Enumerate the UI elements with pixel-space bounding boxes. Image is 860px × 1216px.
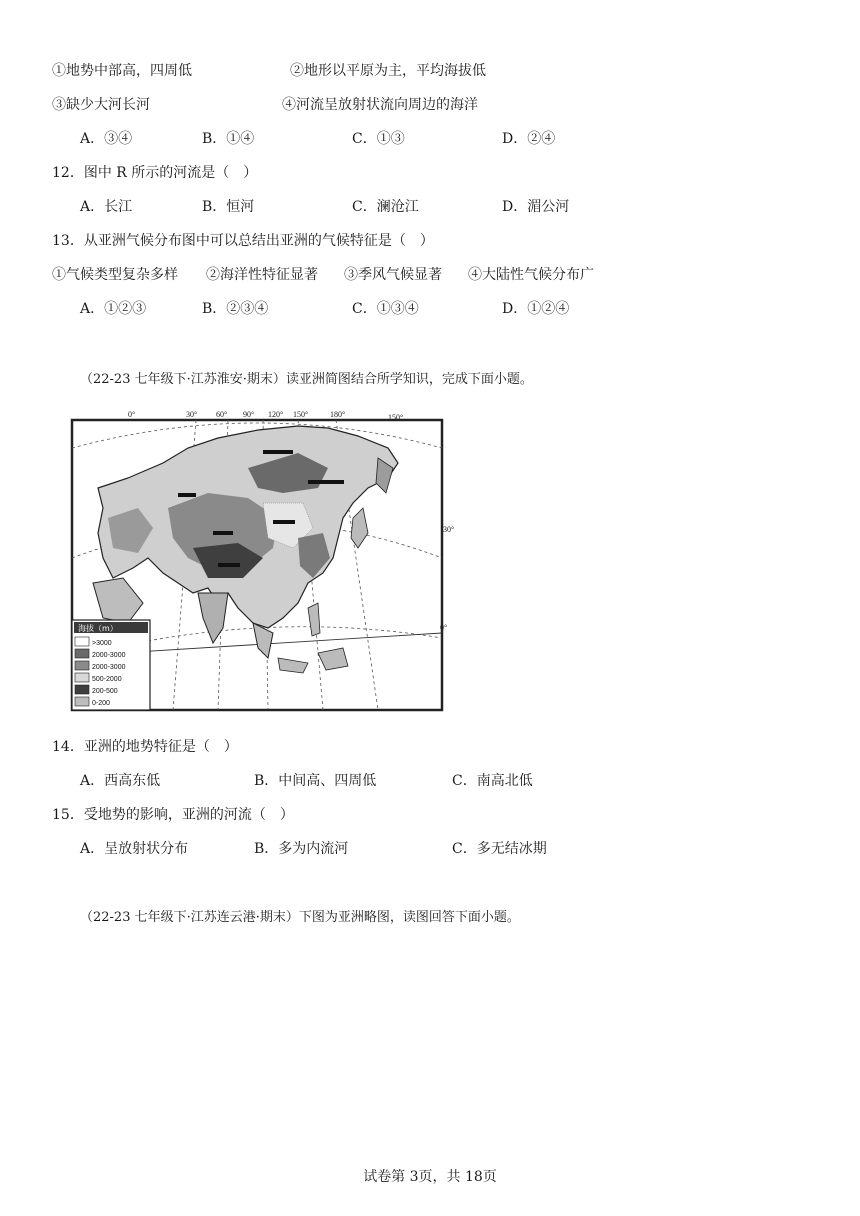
map-lon-label: 60° [216,410,228,419]
q12-option-a[interactable]: A．长江 [80,199,133,215]
section-intro-huaian: （22-23 七年级下·江苏淮安·期末）读亚洲简图结合所学知识，完成下面小题。 [80,372,533,387]
asia-elevation-map [68,408,454,714]
q11-statement-4: ④河流呈放射状流向周边的海洋 [282,97,478,113]
section-intro-lianyungang: （22-23 七年级下·江苏连云港·期末）下图为亚洲略图，读图回答下面小题。 [80,910,520,925]
legend-item: 0-200 [92,700,110,707]
legend-item: >3000 [92,640,112,647]
q11-option-c[interactable]: C．①③ [352,131,405,147]
map-lon-label: 0° [128,410,136,419]
q11-statement-2: ②地形以平原为主，平均海拔低 [290,63,486,79]
q15-stem: 15．受地势的影响，亚洲的河流（ ） [52,807,294,823]
q15-option-a[interactable]: A．呈放射状分布 [80,841,189,857]
map-lon-label: 30° [186,410,198,419]
legend-title: 海拔（m） [78,624,118,633]
q14-option-a[interactable]: A．西高东低 [80,773,161,789]
legend-item: 2000-3000 [92,652,126,659]
q13-statement-1: ①气候类型复杂多样 [52,267,178,283]
q15-option-c[interactable]: C．多无结冰期 [452,841,547,857]
q11-option-b[interactable]: B．①④ [202,131,255,147]
map-lon-label: 120° [268,410,284,419]
q13-option-a[interactable]: A．①②③ [80,301,147,317]
elevation-legend [72,620,150,710]
q13-option-d[interactable]: D．①②④ [502,301,570,317]
map-lat-label: 30° [443,525,454,534]
legend-item: 500-2000 [92,676,122,683]
page-footer: 试卷第 3页，共 18页 [363,1169,497,1185]
q14-option-b[interactable]: B．中间高、四周低 [254,773,377,789]
legend-item: 200-500 [92,688,118,695]
q11-option-d[interactable]: D．②④ [502,131,556,147]
q13-statement-4: ④大陆性气候分布广 [468,267,594,283]
q13-stem: 13．从亚洲气候分布图中可以总结出亚洲的气候特征是（ ） [52,233,434,249]
q12-stem: 12．图中 R 所示的河流是（ ） [52,165,258,181]
map-lon-label: 90° [243,410,255,419]
q14-option-c[interactable]: C．南高北低 [452,773,533,789]
q11-statement-1: ①地势中部高，四周低 [52,63,192,79]
q13-statement-2: ②海洋性特征显著 [206,267,318,283]
q13-option-b[interactable]: B．②③④ [202,301,269,317]
legend-item: 2000-3000 [92,664,126,671]
map-lon-label: 150° [388,413,404,422]
q14-stem: 14．亚洲的地势特征是（ ） [52,739,238,755]
map-lon-label: 180° [330,410,346,419]
q12-option-c[interactable]: C．澜沧江 [352,199,419,215]
q12-option-b[interactable]: B．恒河 [202,199,255,215]
q11-option-a[interactable]: A．③④ [80,131,133,147]
map-lon-label: 150° [293,410,309,419]
q11-statement-3: ③缺少大河长河 [52,97,150,113]
q13-statement-3: ③季风气候显著 [344,267,442,283]
q15-option-b[interactable]: B．多为内流河 [254,841,349,857]
q13-option-c[interactable]: C．①③④ [352,301,419,317]
q12-option-d[interactable]: D．湄公河 [502,199,570,215]
map-lat-label: 0° [440,623,448,632]
